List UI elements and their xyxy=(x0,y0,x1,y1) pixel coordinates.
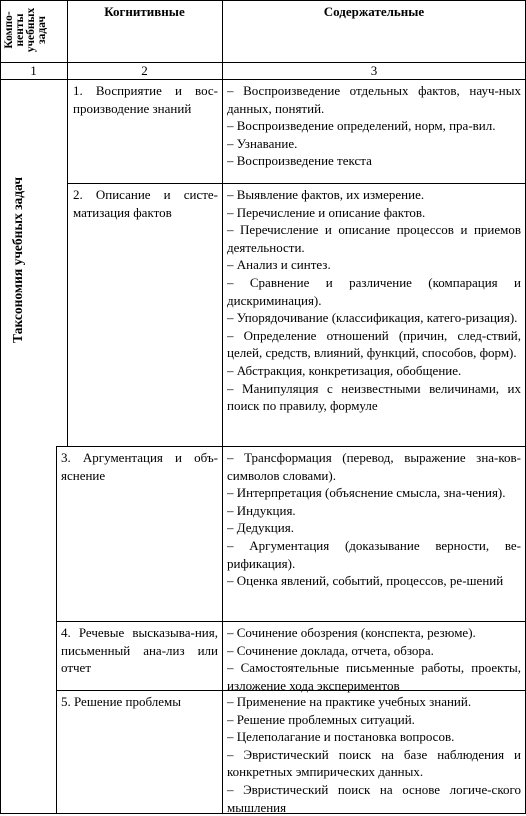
row3-content xyxy=(227,449,521,590)
list-item: – Выявление фактов, их измерение. xyxy=(227,187,425,202)
row5-cognitive: 5. Решение проблемы xyxy=(61,694,182,709)
list-item: – Применение на практике учебных знаний. xyxy=(227,694,472,709)
row1-cognitive: 1. Восприятие и вос-производение знаний xyxy=(73,83,218,116)
table-border-top xyxy=(0,0,526,1)
list-item: – Эвристический поиск на базе наблюдения и конкретных эмпирических данных. xyxy=(227,746,521,780)
row4-cognitive: 4. Речевые высказыва-ния, письменный ана-лиз или отчет xyxy=(61,625,218,676)
table-border-left xyxy=(0,0,1,814)
header-divider xyxy=(0,62,526,63)
taxonomy-side-label: Таксономия учебных задач xyxy=(10,177,25,343)
list-item: – Перечисление и описание фактов. xyxy=(227,204,426,220)
list-item: – Манипуляция с неизвестными величинами, их поиск по правилу, формуле xyxy=(227,380,521,414)
row3-cognitive: 3. Аргументация и объ-яснение xyxy=(61,450,218,483)
number-row-divider xyxy=(0,79,526,80)
column-number-1: 1 xyxy=(30,63,37,78)
list-item: – Сочинение обозрения (конспекта, резюме). xyxy=(227,625,476,640)
list-item: – Абстракция, конкретизация, обобщение. xyxy=(227,362,462,378)
list-item: – Самостоятельные письменные работы, проекты, изложение хода экспериментов xyxy=(227,660,521,693)
list-item: – Сочинение доклада, отчета, обзора. xyxy=(227,642,434,658)
list-item: – Определение отношений (причин, след-ствий, целей, средств, влияний, функций, способов, форм). xyxy=(227,327,521,361)
header-col3-label: Содержательные xyxy=(323,4,425,19)
row5-content xyxy=(227,693,521,816)
list-item: – Индукция. xyxy=(227,502,296,518)
col3-divider xyxy=(222,0,223,814)
list-item: – Целеполагание и постановка вопросов. xyxy=(227,729,455,745)
list-item: – Аргументация (доказывание верности, ве-рификация). xyxy=(227,537,521,571)
header-col1-label: Компо- ненты учебных задач xyxy=(3,7,48,53)
list-item: – Воспроизведение отдельных фактов, науч-ных данных, понятий. xyxy=(227,83,521,116)
list-item: – Оценка явлений, событий, процессов, ре-шений xyxy=(227,573,504,589)
list-item: – Перечисление и описание процессов и приемов деятельности. xyxy=(227,222,521,255)
list-item: – Трансформация (перевод, выражение зна-ков-символов словами). xyxy=(227,450,521,483)
list-item: – Сравнение и различение (компарация и дискриминация). xyxy=(227,274,521,308)
column-number-3: 3 xyxy=(370,63,378,78)
row-divider-1 xyxy=(67,183,526,184)
row-divider-3 xyxy=(56,621,526,622)
list-item: – Узнавание. xyxy=(227,135,298,151)
header-col2-label: Когнитивные xyxy=(104,4,185,19)
row4-content xyxy=(227,624,521,694)
row2-content xyxy=(227,186,521,415)
body-col2-divider-upper xyxy=(67,80,68,447)
row2-cognitive: 2. Описание и систе-матизация фактов xyxy=(73,187,218,220)
list-item: – Решение проблемных ситуаций. xyxy=(227,711,415,727)
list-item: – Воспроизведение определений, норм, пра-вил. xyxy=(227,118,496,134)
list-item: – Дедукция. xyxy=(227,520,294,536)
list-item: – Интерпретация (объяснение смысла, зна-чения). xyxy=(227,485,506,501)
list-item: – Упорядочивание (классификация, катего-ризация). xyxy=(227,310,518,326)
list-item: – Эвристический поиск на основе логиче-ского мышления xyxy=(227,781,521,815)
row-divider-2 xyxy=(56,446,526,447)
body-col2-divider-lower xyxy=(56,446,57,814)
column-number-2: 2 xyxy=(141,63,148,78)
list-item: – Воспроизведение текста xyxy=(227,153,372,169)
row1-content xyxy=(227,82,521,170)
list-item: – Анализ и синтез. xyxy=(227,257,331,273)
